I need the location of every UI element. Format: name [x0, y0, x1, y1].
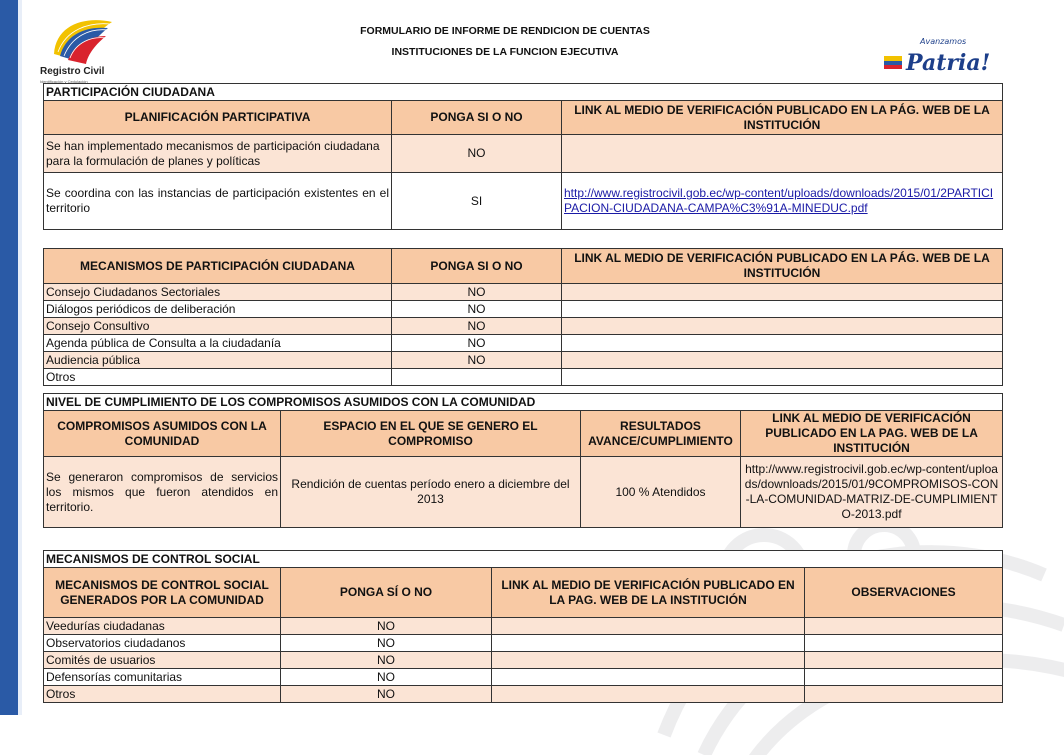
row-value: NO [392, 284, 562, 301]
verification-link[interactable]: http://www.registrocivil.gob.ec/wp-content/uploads/downloads/2015/01/2PARTICIPACION-CIUDADANA-CAMPA%C3%91A-MINEDUC.pdf [564, 186, 994, 215]
row-value: NO [281, 618, 492, 635]
table-planificacion-participativa [43, 83, 1003, 230]
column-header: LINK AL MEDIO DE VERIFICACIÓN PUBLICADO EN LA PAG. WEB DE LA INSTITUCIÓN [492, 568, 805, 618]
column-header: LINK AL MEDIO DE VERIFICACIÓN PUBLICADO EN LA PAG. WEB DE LA INSTITUCIÓN [741, 411, 1003, 457]
header-subtitle: INSTITUCIONES DE LA FUNCION EJECUTIVA [391, 46, 619, 58]
table-row [44, 173, 1003, 230]
table-row [44, 669, 1003, 686]
row-value: NO [281, 686, 492, 703]
table-row [44, 635, 1003, 652]
table-row [44, 618, 1003, 635]
row-value: NO [392, 335, 562, 352]
column-header: LINK AL MEDIO DE VERIFICACIÓN PUBLICADO EN LA PÁG. WEB DE LA INSTITUCIÓN [562, 249, 1003, 284]
row-link [562, 135, 1003, 173]
table-control-social [43, 550, 1003, 703]
row-label: Diálogos periódicos de deliberación [44, 301, 392, 318]
row-value: NO [281, 669, 492, 686]
row-label: Consejo Ciudadanos Sectoriales [44, 284, 392, 301]
table-row [44, 335, 1003, 352]
column-header: MECANISMOS DE PARTICIPACIÓN CIUDADANA [44, 249, 392, 284]
result-cell: 100 % Atendidos [581, 457, 741, 528]
header-title: FORMULARIO DE INFORME DE RENDICION DE CUENTAS [360, 25, 650, 37]
table-row [44, 318, 1003, 335]
left-accent-stripe [18, 0, 22, 715]
table-row [44, 686, 1003, 703]
column-header: RESULTADOS AVANCE/CUMPLIMIENTO [581, 411, 741, 457]
column-header: ESPACIO EN EL QUE SE GENERO EL COMPROMISO [281, 411, 581, 457]
row-label: Otros [44, 369, 392, 386]
patria-emblem-icon [880, 30, 991, 80]
table-row [44, 301, 1003, 318]
row-value: NO [281, 635, 492, 652]
row-value [392, 369, 562, 386]
table-compromisos-comunidad [43, 393, 1003, 528]
table-row [44, 652, 1003, 669]
row-value: NO [392, 318, 562, 335]
column-header: PONGA SI O NO [392, 249, 562, 284]
row-label: Observatorios ciudadanos [44, 635, 281, 652]
row-label: Consejo Consultivo [44, 318, 392, 335]
row-value: NO [392, 135, 562, 173]
column-header: COMPROMISOS ASUMIDOS CON LA COMUNIDAD [44, 411, 281, 457]
column-header: MECANISMOS DE CONTROL SOCIAL GENERADOS POR LA COMUNIDAD [44, 568, 281, 618]
logo-left-subtitle: Identificación y Cedulación [40, 79, 88, 84]
column-header: OBSERVACIONES [805, 568, 1003, 618]
left-accent-bar [0, 0, 18, 715]
column-header: PONGA SI O NO [392, 101, 562, 135]
table-row [44, 369, 1003, 386]
row-label: Audiencia pública [44, 352, 392, 369]
row-label: Defensorías comunitarias [44, 669, 281, 686]
row-label: Veedurías ciudadanas [44, 618, 281, 635]
table-row [44, 135, 1003, 173]
registro-civil-emblem-icon [46, 14, 118, 64]
row-value: SI [392, 173, 562, 230]
column-header: PLANIFICACIÓN PARTICIPATIVA [44, 101, 392, 135]
section-title: MECANISMOS DE CONTROL SOCIAL [44, 551, 1003, 568]
space-cell: Rendición de cuentas período enero a diciembre del 2013 [281, 457, 581, 528]
table-row [44, 457, 1003, 528]
document-header [260, 24, 750, 66]
commitment-cell: Se generaron compromisos de servicios los mismos que fueron atendidos en territorio. [44, 457, 281, 528]
row-label: Se han implementado mecanismos de participación ciudadana para la formulación de planes y políticas [44, 135, 392, 173]
row-label: Se coordina con las instancias de participación existentes en el territorio [44, 173, 392, 230]
table-row [44, 284, 1003, 301]
registro-civil-logo [28, 12, 138, 87]
avanzamos-patria-logo [880, 30, 991, 80]
verification-link[interactable]: http://www.registrocivil.gob.ec/wp-content/uploads/downloads/2015/01/9COMPROMISOS-CON-LA-COMUNIDAD-MATRIZ-DE-CUMPLIMIENTO-2013.pdf [741, 457, 1003, 528]
svg-text:Avanzamos: Avanzamos [920, 37, 967, 46]
row-value: NO [281, 652, 492, 669]
table-mecanismos-participacion [43, 248, 1003, 386]
section-title: NIVEL DE CUMPLIMIENTO DE LOS COMPROMISOS ASUMIDOS CON LA COMUNIDAD [44, 394, 1003, 411]
column-header: LINK AL MEDIO DE VERIFICACIÓN PUBLICADO EN LA PÁG. WEB DE LA INSTITUCIÓN [562, 101, 1003, 135]
row-label: Otros [44, 686, 281, 703]
row-value: NO [392, 301, 562, 318]
logo-left-name: Registro Civil [40, 66, 105, 77]
table-row [44, 352, 1003, 369]
row-value: NO [392, 352, 562, 369]
row-label: Agenda pública de Consulta a la ciudadanía [44, 335, 392, 352]
section-title: PARTICIPACIÓN CIUDADANA [44, 84, 1003, 101]
column-header: PONGA SÍ O NO [281, 568, 492, 618]
svg-text:Patria!: Patria! [906, 50, 991, 76]
row-label: Comités de usuarios [44, 652, 281, 669]
